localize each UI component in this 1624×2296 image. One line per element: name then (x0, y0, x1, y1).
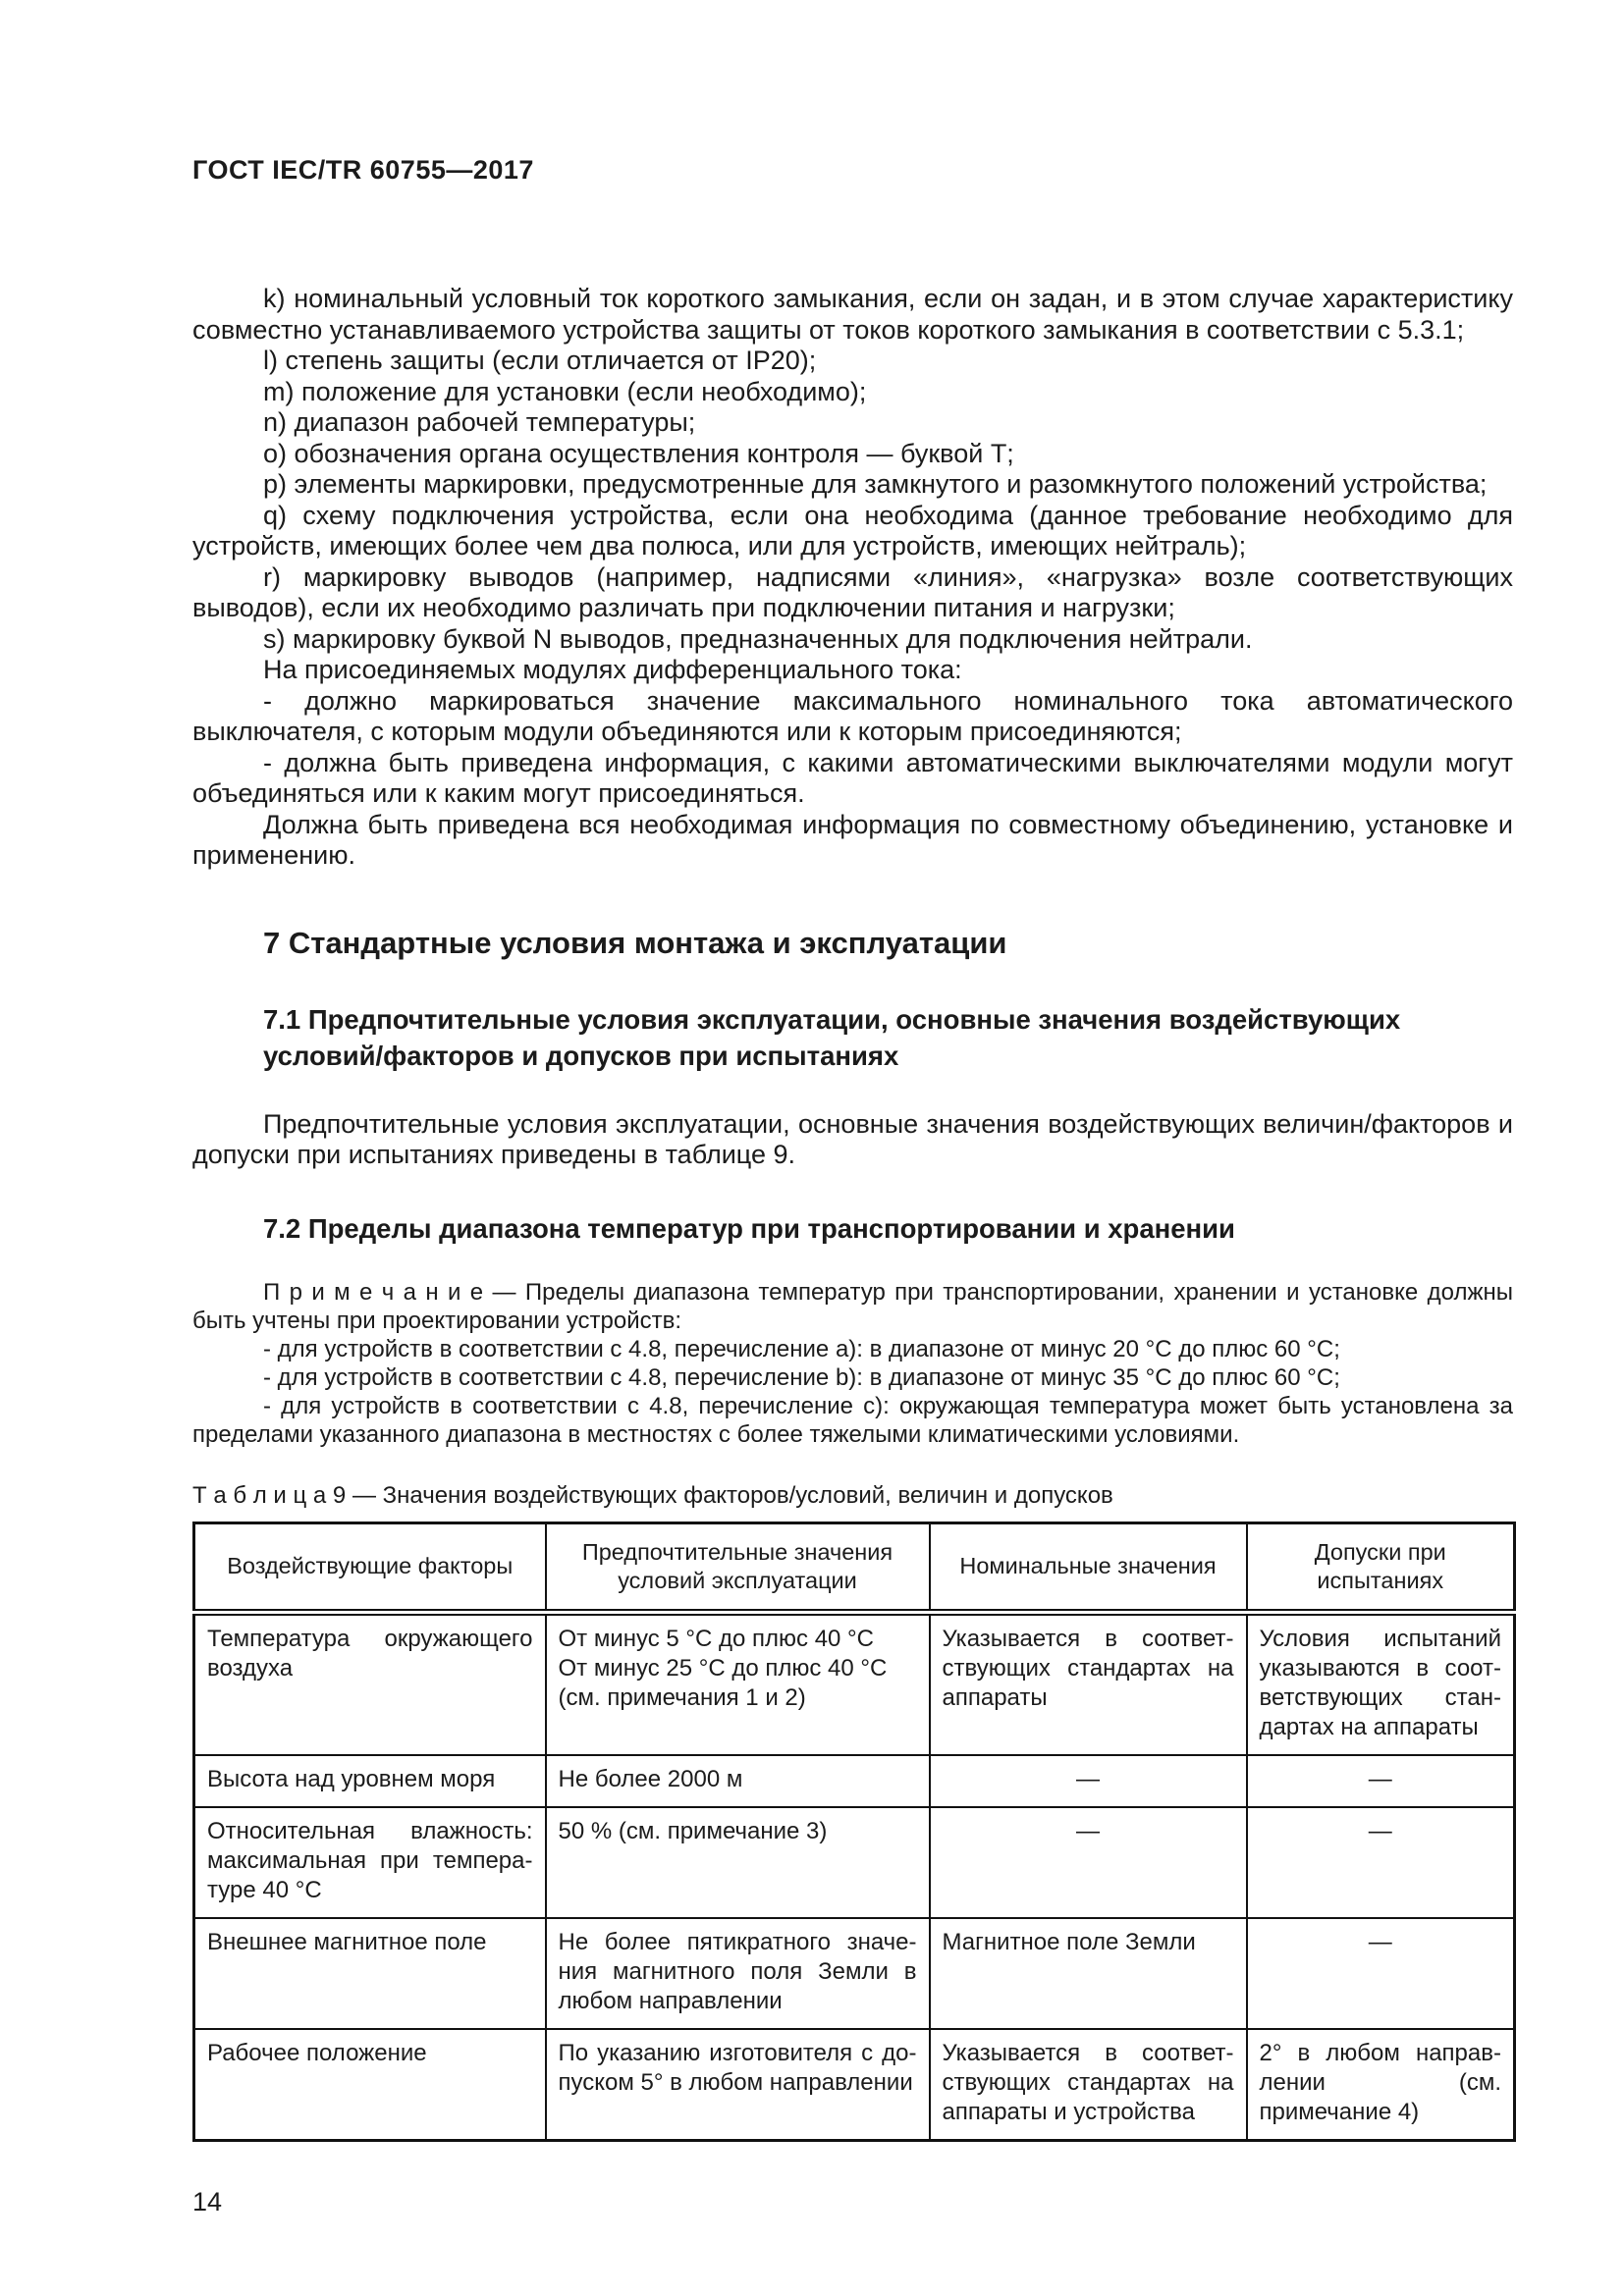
note-label: П р и м е ч а н и е — (263, 1278, 516, 1306)
section-7-1-paragraph-block (192, 1109, 1513, 1171)
table-header-row (194, 1522, 1515, 1612)
table-cell-preferred (546, 1612, 930, 1755)
list-item-o: o) обозначения органа осуществления контроля — буквой Т; (263, 438, 1014, 468)
modules-intro: На присоединяемых модулях дифференциального тока: (263, 655, 962, 684)
table-row (194, 1918, 1515, 2029)
list-item-m: m) положение для установки (если необходимо); (263, 376, 867, 406)
list-item-r: r) маркировку выводов (например, надписями «линия», «нагрузка» возле соответствующих выводов), если их необходимо различать при подключении питания и нагрузки; (192, 561, 1513, 622)
note-item-c: - для устройств в соответствии с 4.8, перечисление c): окружающая температура может быть установлена за пределами указанного диапазона в местностях с более тяжелыми климатическими условиями. (192, 1392, 1513, 1448)
table-cell-nominal: — (930, 1807, 1247, 1918)
table-header-cell-preferred: Предпочтительные значения условий эксплуатации (546, 1522, 930, 1612)
preferred-line-1: От минус 5 °С до плюс 40 °С (558, 1625, 874, 1652)
table-cell-tolerance: 2° в любом направлении (см. примечание 4) (1247, 2029, 1515, 2141)
note-item-a: - для устройств в соответствии с 4.8, перечисление a): в диапазоне от минус 20 °С до плюс 60 °С; (263, 1335, 1340, 1362)
table-header-cell-factors: Воздействующие факторы (194, 1522, 546, 1612)
modules-item-1: - должно маркироваться значение максимального номинального тока автоматического выключателя, с которым модули объединяются или к которым присоединяются; (192, 685, 1513, 746)
list-item-q: q) схему подключения устройства, если она необходима (данное требование необходимо для устройств, имеющих более чем два полюса, или для устройств, имеющих нейтраль); (192, 500, 1513, 561)
note-item-b: - для устройств в соответствии с 4.8, перечисление b): в диапазоне от минус 35 °С до плюс 60 °С; (263, 1363, 1340, 1391)
table-cell-nominal: Указывается в соответствующих стандартах на аппараты (930, 1612, 1247, 1755)
table-cell-tolerance: Условия испытаний указываются в соответствующих стандартах на аппараты (1247, 1612, 1515, 1755)
note-paragraph (192, 1278, 1513, 1335)
list-item-n: n) диапазон рабочей температуры; (263, 407, 696, 437)
list-item-k: k) номинальный условный ток короткого замыкания, если он задан, и в этом случае характеристику совместно устанавливаемого устройства защиты от токов короткого замыкания в соответствии с 5.3.1; (192, 284, 1513, 345)
note-text: Пределы диапазона температур при транспортировании, хранении и установке должны быть учтены при проектировании устройств: (192, 1278, 1514, 1334)
preferred-line-2: От минус 25 °С до плюс 40 °С (558, 1654, 888, 1682)
table-cell-factor: Температура окружающего воздуха (194, 1612, 546, 1755)
table-header-cell-tolerance: Допуски при испытаниях (1247, 1522, 1515, 1612)
table-cell-preferred: 50 % (см. примечание 3) (546, 1807, 930, 1918)
section-7-heading: 7 Стандартные условия монтажа и эксплуатации (263, 925, 1007, 960)
table-cell-nominal: Магнитное поле Земли (930, 1918, 1247, 2029)
table-caption-text: Значения воздействующих факторов/условий, величин и допусков (375, 1481, 1113, 1509)
table-9 (192, 1522, 1516, 2142)
table-cell-factor: Высота над уровнем моря (194, 1755, 546, 1807)
section-7-1-heading: 7.1 Предпочтительные условия эксплуатации, основные значения воздействующих условий/факторов и допусков при испытаниях (263, 1003, 1401, 1071)
document-title: ГОСТ IEC/TR 60755—2017 (192, 155, 534, 185)
table-9-caption (192, 1482, 1513, 1510)
table-cell-tolerance: — (1247, 1807, 1515, 1918)
table-header-cell-nominal: Номинальные значения (930, 1522, 1247, 1612)
table-cell-tolerance: — (1247, 1918, 1515, 2029)
table-row (194, 1755, 1515, 1807)
marking-list-block (192, 284, 1513, 872)
table-cell-factor: Рабочее положение (194, 2029, 546, 2141)
page-content (192, 0, 1513, 2217)
table-cell-nominal: Указывается в соответствующих стандартах на аппараты и устройства (930, 2029, 1247, 2141)
table-row (194, 1807, 1515, 1918)
preferred-line-3: (см. примечания 1 и 2) (558, 1683, 806, 1711)
table-caption-label: Т а б л и ц а 9 — (192, 1481, 376, 1509)
section-7-1-paragraph: Предпочтительные условия эксплуатации, основные значения воздействующих величин/факторов и допуски при испытаниях приведены в таблице 9. (192, 1108, 1513, 1169)
table-cell-preferred: Не более пятикратного значения магнитного поля Земли в любом направлении (546, 1918, 930, 2029)
table-cell-nominal: — (930, 1755, 1247, 1807)
table-cell-tolerance: — (1247, 1755, 1515, 1807)
table-cell-preferred: Не более 2000 м (546, 1755, 930, 1807)
note-block (192, 1278, 1513, 1449)
modules-closing: Должна быть приведена вся необходимая информация по совместному объединению, установке и применению. (192, 809, 1513, 870)
list-item-s: s) маркировку буквой N выводов, предназначенных для подключения нейтрали. (263, 623, 1253, 654)
list-item-p: p) элементы маркировки, предусмотренные для замкнутого и разомкнутого положений устройства; (263, 469, 1488, 499)
table-row (194, 2029, 1515, 2141)
table-cell-preferred: По указанию изготовителя с допуском 5° в любом направлении (546, 2029, 930, 2141)
table-cell-factor: Внешнее магнитное поле (194, 1918, 546, 2029)
page-number: 14 (192, 2186, 223, 2216)
table-row (194, 1612, 1515, 1755)
table-cell-factor: Относительная влажность: максимальная при температуре 40 °С (194, 1807, 546, 1918)
list-item-l: l) степень защиты (если отличается от IP20); (263, 346, 817, 375)
section-7-2-heading: 7.2 Пределы диапазона температур при транспортировании и хранении (263, 1212, 1235, 1244)
modules-item-2: - должна быть приведена информация, с какими автоматическими выключателями модули могут объединяться или к каким могут присоединяться. (192, 747, 1513, 808)
